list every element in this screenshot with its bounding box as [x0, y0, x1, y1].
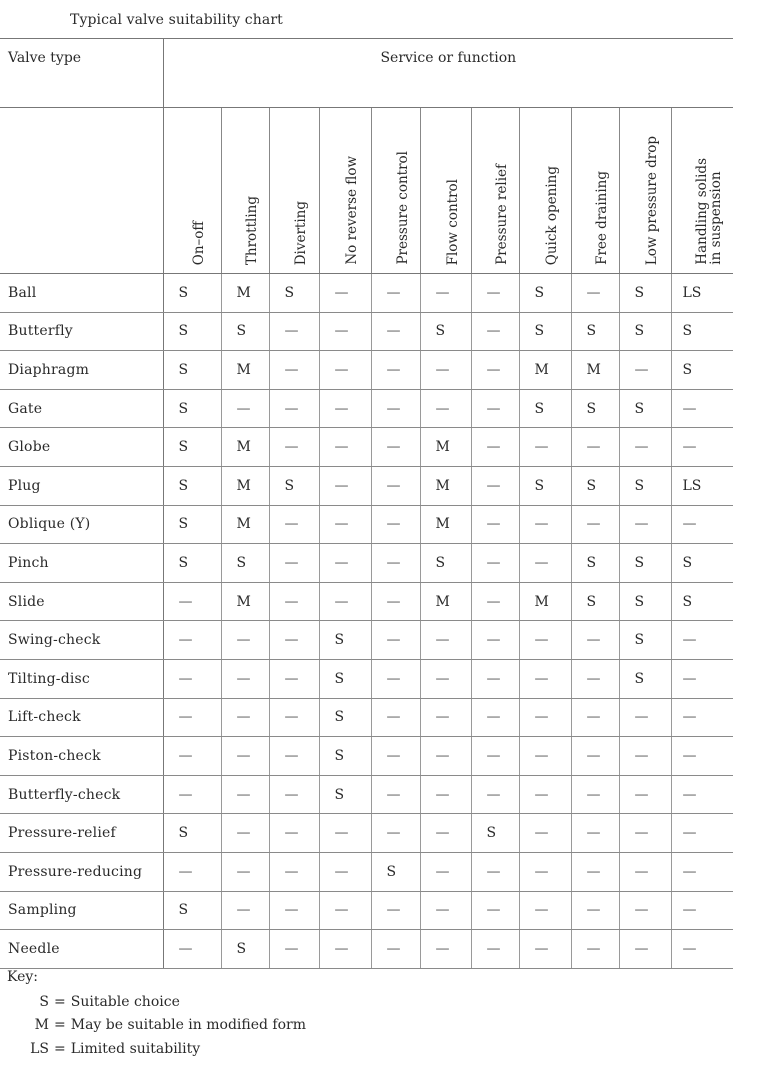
suitability-cell: — — [671, 621, 733, 660]
suitability-cell: — — [471, 389, 519, 428]
suitability-cell: — — [371, 621, 420, 660]
suitability-cell: — — [471, 544, 519, 583]
suitability-cell: S — [221, 930, 269, 969]
table-row — [0, 505, 733, 544]
suitability-cell: — — [471, 505, 519, 544]
table-row — [0, 466, 733, 505]
suitability-cell: — — [471, 698, 519, 737]
suitability-cell: S — [163, 274, 221, 313]
key-equals: = — [54, 993, 66, 1010]
valve-type-name: Pressure-relief — [0, 814, 163, 853]
suitability-cell: S — [671, 351, 733, 390]
suitability-cell: M — [221, 351, 269, 390]
suitability-cell: — — [269, 852, 319, 891]
valve-type-name: Slide — [0, 582, 163, 621]
suitability-cell: — — [671, 814, 733, 853]
suitability-cell: — — [371, 659, 420, 698]
valve-type-name: Lift-check — [0, 698, 163, 737]
suitability-cell: M — [221, 582, 269, 621]
suitability-cell: — — [671, 930, 733, 969]
table-row — [0, 389, 733, 428]
suitability-cell: — — [269, 351, 319, 390]
suitability-cell: — — [163, 698, 221, 737]
valve-type-name: Oblique (Y) — [0, 505, 163, 544]
suitability-cell: — — [269, 659, 319, 698]
suitability-cell: — — [619, 505, 671, 544]
key-code: LS — [30, 1040, 49, 1057]
suitability-cell: S — [619, 312, 671, 351]
suitability-cell: S — [519, 466, 571, 505]
suitability-cell: — — [221, 814, 269, 853]
suitability-cell: — — [221, 891, 269, 930]
suitability-cell: S — [163, 389, 221, 428]
suitability-cell: — — [269, 389, 319, 428]
suitability-cell: — — [671, 698, 733, 737]
suitability-cell: — — [619, 698, 671, 737]
column-header — [619, 108, 671, 274]
suitability-cell: — — [371, 389, 420, 428]
suitability-cell: S — [371, 852, 420, 891]
table-row — [0, 659, 733, 698]
suitability-cell: — — [519, 814, 571, 853]
valve-type-name: Needle — [0, 930, 163, 969]
suitability-cell: — — [619, 428, 671, 467]
suitability-cell: M — [221, 466, 269, 505]
suitability-cell: S — [519, 274, 571, 313]
key-meaning: May be suitable in modified form — [70, 1017, 306, 1033]
column-header — [671, 108, 733, 274]
valve-type-name: Butterfly-check — [0, 775, 163, 814]
suitability-cell: — — [163, 659, 221, 698]
suitability-cell: — — [221, 659, 269, 698]
suitability-cell: S — [269, 274, 319, 313]
suitability-cell: — — [671, 505, 733, 544]
column-header-label: Flow control — [444, 178, 461, 265]
suitability-cell: — — [319, 389, 371, 428]
key-item — [7, 1038, 306, 1062]
suitability-cell: S — [671, 582, 733, 621]
suitability-cell: S — [571, 389, 619, 428]
table-row — [0, 621, 733, 660]
key-equals: = — [54, 1017, 66, 1033]
suitability-cell: — — [221, 852, 269, 891]
suitability-cell: — — [371, 582, 420, 621]
key-code: S — [39, 993, 49, 1010]
suitability-cell: S — [319, 737, 371, 776]
key-code: M — [34, 1017, 49, 1033]
suitability-cell: — — [269, 814, 319, 853]
column-header — [319, 108, 371, 274]
suitability-cell: S — [163, 505, 221, 544]
valve-type-name: Plug — [0, 466, 163, 505]
table-row — [0, 891, 733, 930]
suitability-cell: — — [519, 737, 571, 776]
suitability-cell: — — [371, 312, 420, 351]
suitability-cell: — — [471, 891, 519, 930]
valve-type-name: Pinch — [0, 544, 163, 583]
service-header: Service or function — [163, 39, 733, 108]
suitability-cell: M — [221, 274, 269, 313]
suitability-cell: — — [269, 621, 319, 660]
suitability-cell: — — [371, 505, 420, 544]
suitability-cell: — — [519, 698, 571, 737]
suitability-cell: S — [519, 312, 571, 351]
suitability-cell: — — [571, 814, 619, 853]
suitability-cell: — — [571, 621, 619, 660]
suitability-cell: — — [471, 582, 519, 621]
table-row — [0, 775, 733, 814]
table-row — [0, 852, 733, 891]
suitability-cell: — — [420, 274, 471, 313]
suitability-cell: LS — [671, 274, 733, 313]
column-header-label: Pressure control — [394, 151, 411, 265]
suitability-cell: — — [671, 852, 733, 891]
key-item — [7, 1014, 306, 1038]
suitability-cell: S — [671, 544, 733, 583]
suitability-cell: — — [319, 582, 371, 621]
suitability-cell: S — [221, 544, 269, 583]
table-row — [0, 737, 733, 776]
column-header-label: Low pressure drop — [644, 135, 660, 265]
suitability-cell: — — [519, 428, 571, 467]
suitability-cell: — — [420, 659, 471, 698]
suitability-cell: S — [319, 775, 371, 814]
suitability-cell: — — [619, 930, 671, 969]
suitability-cell: — — [519, 621, 571, 660]
valve-type-header: Valve type — [0, 39, 163, 108]
column-header — [371, 108, 420, 274]
suitability-cell: — — [420, 930, 471, 969]
suitability-cell: — — [269, 737, 319, 776]
suitability-cell: — — [619, 814, 671, 853]
suitability-cell: S — [163, 312, 221, 351]
suitability-cell: — — [319, 274, 371, 313]
suitability-cell: S — [269, 466, 319, 505]
suitability-cell: — — [471, 930, 519, 969]
suitability-cell: — — [671, 775, 733, 814]
suitability-cell: S — [420, 544, 471, 583]
table-row — [0, 351, 733, 390]
valve-type-name: Piston-check — [0, 737, 163, 776]
suitability-cell: M — [420, 466, 471, 505]
suitability-cell: — — [319, 351, 371, 390]
suitability-cell: S — [319, 621, 371, 660]
column-header — [471, 108, 519, 274]
suitability-cell: — — [371, 698, 420, 737]
suitability-cell: — — [571, 737, 619, 776]
table-row — [0, 544, 733, 583]
suitability-cell: — — [371, 737, 420, 776]
suitability-cell: S — [619, 582, 671, 621]
valve-suitability-table — [0, 38, 733, 969]
suitability-cell: — — [371, 274, 420, 313]
suitability-cell: S — [163, 428, 221, 467]
key-meaning: Suitable choice — [70, 993, 180, 1010]
valve-type-name: Diaphragm — [0, 351, 163, 390]
suitability-cell: S — [163, 814, 221, 853]
column-header — [571, 108, 619, 274]
suitability-cell: — — [420, 621, 471, 660]
suitability-cell: M — [221, 505, 269, 544]
suitability-cell: — — [163, 582, 221, 621]
column-header-row — [0, 108, 733, 274]
suitability-cell: M — [420, 505, 471, 544]
column-header-label: Handling solids in suspension — [694, 158, 725, 265]
suitability-cell: — — [619, 852, 671, 891]
suitability-cell: — — [471, 659, 519, 698]
suitability-cell: S — [163, 466, 221, 505]
suitability-cell: M — [420, 582, 471, 621]
suitability-cell: — — [163, 737, 221, 776]
suitability-cell: — — [420, 698, 471, 737]
suitability-cell: — — [619, 737, 671, 776]
table-row — [0, 930, 733, 969]
key-equals: = — [54, 1040, 66, 1057]
suitability-cell: — — [371, 466, 420, 505]
suitability-cell: S — [619, 389, 671, 428]
valve-type-name: Swing-check — [0, 621, 163, 660]
table-row — [0, 428, 733, 467]
valve-type-name: Sampling — [0, 891, 163, 930]
suitability-cell: — — [671, 891, 733, 930]
suitability-cell: — — [420, 891, 471, 930]
suitability-cell: — — [571, 505, 619, 544]
suitability-cell: — — [319, 544, 371, 583]
valve-type-name: Tilting-disc — [0, 659, 163, 698]
suitability-cell: — — [471, 737, 519, 776]
suitability-cell: — — [163, 621, 221, 660]
suitability-cell: — — [571, 930, 619, 969]
suitability-cell: — — [471, 274, 519, 313]
suitability-cell: M — [420, 428, 471, 467]
suitability-cell: — — [420, 775, 471, 814]
suitability-cell: — — [571, 698, 619, 737]
suitability-cell: — — [319, 312, 371, 351]
suitability-cell: — — [371, 428, 420, 467]
suitability-cell: — — [371, 814, 420, 853]
column-header — [221, 108, 269, 274]
suitability-cell: — — [319, 466, 371, 505]
suitability-cell: S — [519, 389, 571, 428]
suitability-cell: — — [221, 775, 269, 814]
suitability-cell: S — [571, 544, 619, 583]
suitability-cell: S — [163, 351, 221, 390]
suitability-cell: — — [269, 930, 319, 969]
suitability-cell: — — [519, 775, 571, 814]
suitability-cell: S — [319, 698, 371, 737]
table-body — [0, 274, 733, 969]
suitability-cell: — — [420, 852, 471, 891]
key-item — [7, 991, 306, 1015]
column-header — [163, 108, 221, 274]
suitability-cell: — — [471, 312, 519, 351]
suitability-cell: — — [519, 930, 571, 969]
suitability-cell: — — [571, 659, 619, 698]
suitability-cell: M — [519, 582, 571, 621]
suitability-cell: — — [420, 737, 471, 776]
suitability-cell: — — [420, 351, 471, 390]
suitability-cell: — — [269, 505, 319, 544]
suitability-cell: — — [319, 852, 371, 891]
valve-type-name: Ball — [0, 274, 163, 313]
suitability-cell: S — [163, 544, 221, 583]
column-header — [519, 108, 571, 274]
suitability-cell: — — [671, 737, 733, 776]
suitability-cell: S — [471, 814, 519, 853]
suitability-cell: — — [519, 544, 571, 583]
column-header-label: No reverse flow — [344, 156, 360, 265]
suitability-cell: — — [571, 274, 619, 313]
suitability-cell: — — [471, 351, 519, 390]
suitability-cell: — — [671, 428, 733, 467]
suitability-cell: — — [269, 544, 319, 583]
chart-caption: Typical valve suitability chart — [70, 12, 283, 28]
column-header-label: Free draining — [594, 171, 610, 265]
suitability-cell: — — [671, 389, 733, 428]
suitability-cell: — — [471, 621, 519, 660]
valve-type-name: Gate — [0, 389, 163, 428]
suitability-cell: — — [319, 814, 371, 853]
key-legend — [7, 966, 306, 1061]
suitability-cell: — — [519, 659, 571, 698]
suitability-cell: — — [371, 544, 420, 583]
suitability-cell: — — [471, 852, 519, 891]
suitability-cell: — — [319, 428, 371, 467]
suitability-cell: S — [619, 274, 671, 313]
suitability-cell: M — [519, 351, 571, 390]
table-row — [0, 274, 733, 313]
suitability-cell: M — [571, 351, 619, 390]
suitability-cell: — — [163, 930, 221, 969]
table-row — [0, 814, 733, 853]
suitability-cell: — — [471, 428, 519, 467]
suitability-cell: — — [319, 891, 371, 930]
suitability-cell: — — [571, 891, 619, 930]
suitability-cell: — — [371, 351, 420, 390]
column-header-label: On–off — [191, 220, 207, 265]
table-row — [0, 312, 733, 351]
suitability-cell: S — [619, 466, 671, 505]
suitability-cell: S — [571, 582, 619, 621]
suitability-cell: — — [519, 852, 571, 891]
suitability-cell: — — [371, 891, 420, 930]
column-header-label: Quick opening — [544, 165, 560, 265]
suitability-cell: S — [619, 621, 671, 660]
suitability-cell: — — [221, 737, 269, 776]
suitability-cell: — — [269, 582, 319, 621]
suitability-cell: — — [671, 659, 733, 698]
column-header-blank — [0, 108, 163, 274]
suitability-cell: — — [571, 428, 619, 467]
suitability-cell: — — [163, 852, 221, 891]
suitability-cell: — — [221, 621, 269, 660]
suitability-cell: S — [420, 312, 471, 351]
suitability-cell: S — [163, 891, 221, 930]
suitability-cell: — — [619, 891, 671, 930]
suitability-cell: S — [619, 659, 671, 698]
suitability-cell: — — [319, 505, 371, 544]
suitability-cell: — — [221, 698, 269, 737]
suitability-cell: S — [319, 659, 371, 698]
suitability-cell: — — [269, 698, 319, 737]
suitability-cell: — — [619, 351, 671, 390]
column-header-label: Pressure relief — [494, 164, 510, 265]
suitability-cell: — — [420, 814, 471, 853]
table-row — [0, 582, 733, 621]
suitability-cell: — — [269, 891, 319, 930]
valve-type-name: Globe — [0, 428, 163, 467]
suitability-cell: — — [221, 389, 269, 428]
suitability-cell: — — [420, 389, 471, 428]
suitability-cell: M — [221, 428, 269, 467]
suitability-cell: — — [319, 930, 371, 969]
suitability-cell: — — [519, 891, 571, 930]
suitability-cell: S — [571, 466, 619, 505]
suitability-cell: LS — [671, 466, 733, 505]
suitability-cell: S — [619, 544, 671, 583]
key-meaning: Limited suitability — [70, 1040, 201, 1057]
valve-type-name: Pressure-reducing — [0, 852, 163, 891]
suitability-cell: — — [371, 775, 420, 814]
suitability-cell: — — [163, 775, 221, 814]
suitability-cell: — — [571, 852, 619, 891]
suitability-cell: S — [221, 312, 269, 351]
column-header — [420, 108, 471, 274]
suitability-cell: — — [269, 775, 319, 814]
table-row — [0, 698, 733, 737]
key-title: Key: — [7, 969, 38, 985]
suitability-cell: — — [619, 775, 671, 814]
suitability-cell: — — [269, 312, 319, 351]
valve-type-name: Butterfly — [0, 312, 163, 351]
suitability-cell: — — [471, 466, 519, 505]
suitability-cell: — — [519, 505, 571, 544]
header-group-row — [0, 39, 733, 108]
suitability-cell: S — [571, 312, 619, 351]
column-header-label: Diverting — [293, 200, 309, 265]
column-header — [269, 108, 319, 274]
suitability-cell: — — [269, 428, 319, 467]
suitability-cell: S — [671, 312, 733, 351]
suitability-cell: — — [471, 775, 519, 814]
suitability-cell: — — [371, 930, 420, 969]
column-header-label: Throttling — [244, 195, 260, 265]
suitability-cell: — — [571, 775, 619, 814]
